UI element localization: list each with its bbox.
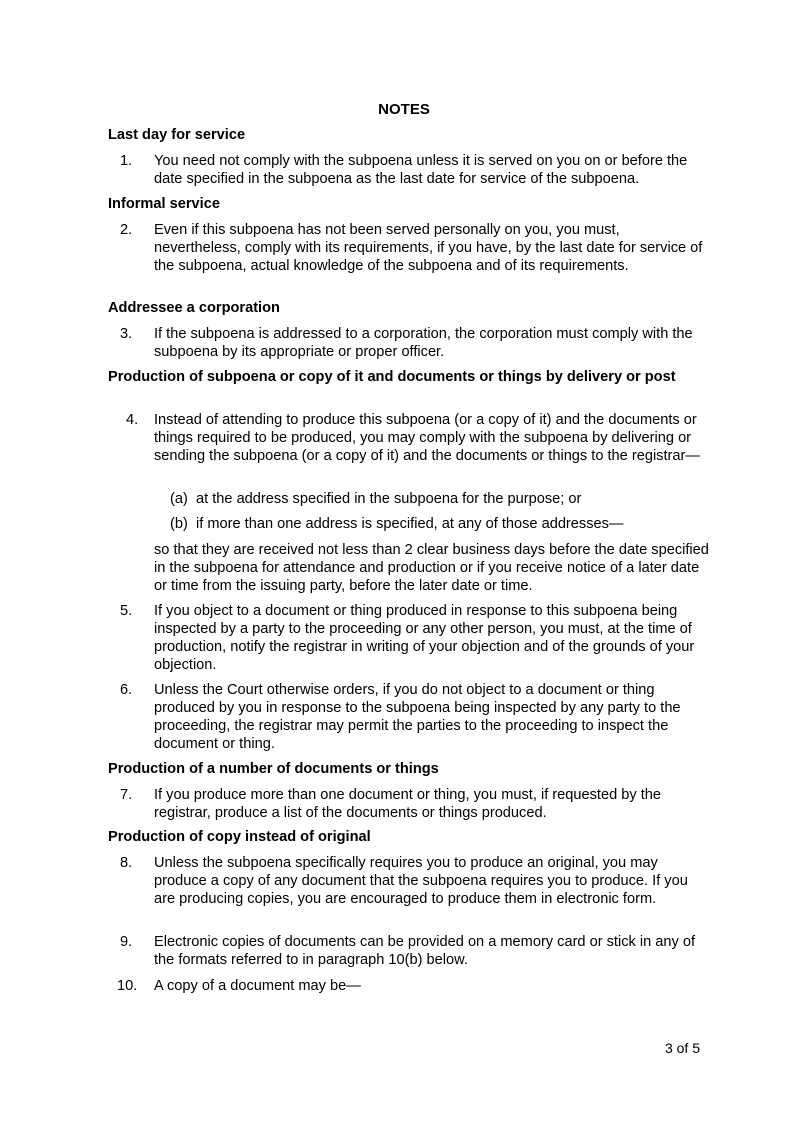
section-heading: Informal service (108, 196, 220, 212)
paragraph-number: 3. (120, 326, 133, 342)
paragraph-number: 10. (117, 978, 138, 994)
paragraph-number: 2. (120, 222, 133, 238)
paragraph-number: 1. (120, 153, 133, 169)
paragraph-text: Instead of attending to produce this subpoena (or a copy of it) and the documents or things required to be produced, you may comply with the subpoena by delivering or sending the subpoena (or a copy of it) and the documents or things to the registrar— (154, 412, 700, 464)
subparagraph-label: (b) (170, 516, 188, 532)
paragraph-number: 8. (120, 855, 133, 871)
subparagraph-text: at the address specified in the subpoena for the purpose; or (196, 491, 582, 507)
paragraph-number: 5. (120, 603, 133, 619)
paragraph-text: If you object to a document or thing produced in response to this subpoena being inspected by a party to the proceeding or any other person, you must, at the time of production, notify the registrar in writing of your objection and of the grounds of your objection. (154, 603, 695, 673)
paragraph-text: Electronic copies of documents can be provided on a memory card or stick in any of the formats referred to in paragraph 10(b) below. (154, 934, 696, 968)
section-heading: Production of subpoena or copy of it and documents or things by delivery or post (108, 369, 676, 385)
paragraph-text: A copy of a document may be— (154, 978, 361, 994)
paragraph-number: 4. (126, 412, 139, 428)
subparagraph-label: (a) (170, 491, 188, 507)
section-heading: Last day for service (108, 127, 246, 143)
paragraph-text: Unless the Court otherwise orders, if you do not object to a document or thing produced by you in response to the subpoena being inspected by any party to the proceeding, the registrar may permit the parties to the proceeding to inspect the document or thing. (154, 682, 681, 752)
subparagraph-text: if more than one address is specified, at any of those addresses— (196, 516, 624, 532)
paragraph-text: If you produce more than one document or thing, you must, if requested by the registrar, produce a list of the documents or things produced. (154, 787, 662, 821)
paragraph-number: 7. (120, 787, 133, 803)
section-heading: Addressee a corporation (108, 300, 280, 316)
page-title: NOTES (378, 101, 430, 118)
paragraph-text: If the subpoena is addressed to a corporation, the corporation must comply with the subpoena by its appropriate or proper officer. (154, 326, 693, 360)
section-heading: Production of a number of documents or things (108, 761, 439, 777)
paragraph-number: 9. (120, 934, 133, 950)
page-number: 3 of 5 (664, 1040, 700, 1056)
paragraph-number: 6. (120, 682, 133, 698)
paragraph-continuation: so that they are received not less than 2 clear business days before the date specified in the subpoena for attendance and production or if you receive notice of a later date or time from the issuing party, before the later date or time. (154, 542, 709, 594)
paragraph-text: Even if this subpoena has not been served personally on you, you must, nevertheless, comply with its requirements, if you have, by the last date for service of the subpoena, actual knowledge of the subpoena and of its requirements. (154, 222, 703, 274)
section-heading: Production of copy instead of original (108, 829, 371, 845)
paragraph-text: You need not comply with the subpoena unless it is served on you on or before the date specified in the subpoena as the last date for service of the subpoena. (154, 153, 688, 187)
paragraph-text: Unless the subpoena specifically requires you to produce an original, you may produce a copy of any document that the subpoena requires you to produce. If you are producing copies, you are encouraged to produce them in electronic form. (154, 855, 688, 907)
